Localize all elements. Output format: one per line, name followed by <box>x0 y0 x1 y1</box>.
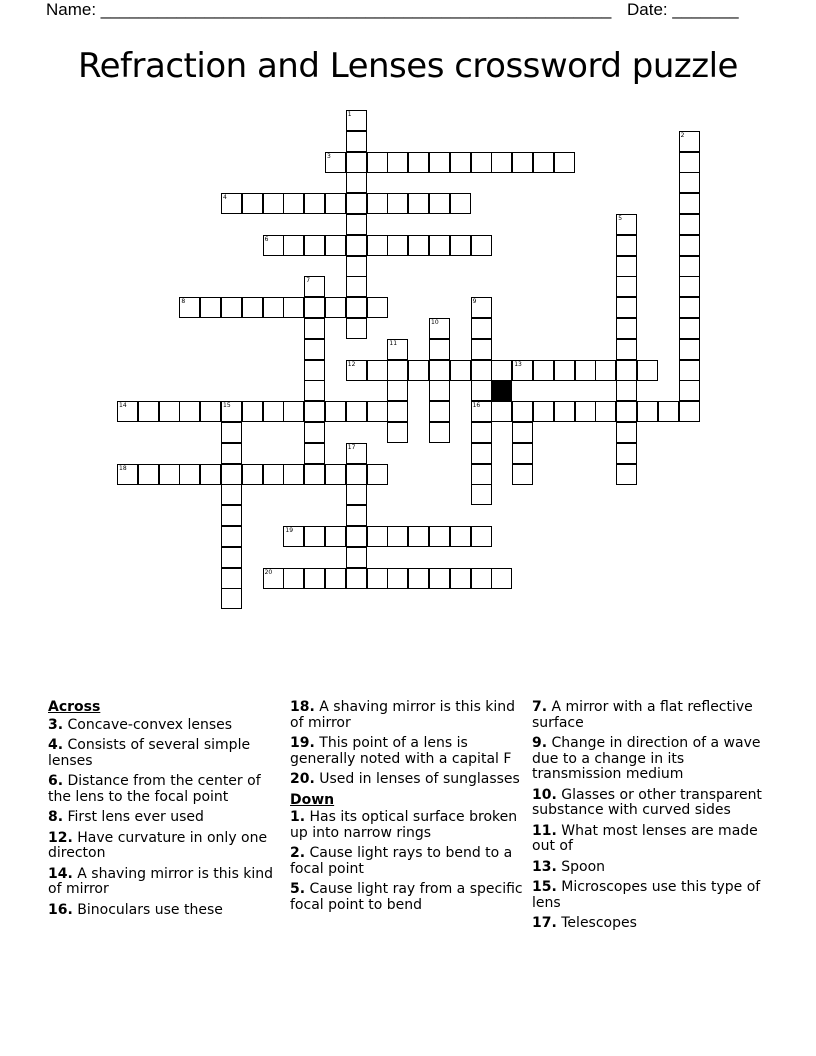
clue-text: Glasses or other transparent substance with curved sides <box>532 786 762 818</box>
grid-cell[interactable] <box>367 568 388 589</box>
grid-cell[interactable] <box>512 443 533 464</box>
clue-number-label: 4 <box>223 194 227 202</box>
grid-cell[interactable] <box>367 297 388 318</box>
grid-cell[interactable] <box>283 401 304 422</box>
grid-cell[interactable] <box>679 297 700 318</box>
grid-cell[interactable] <box>200 297 221 318</box>
grid-cell[interactable] <box>512 464 533 485</box>
clue-number: 13. <box>532 858 557 875</box>
grid-cell[interactable] <box>429 193 450 214</box>
grid-cell[interactable] <box>679 172 700 193</box>
clue-number: 5. <box>290 881 306 897</box>
grid-cell[interactable] <box>304 464 325 485</box>
grid-cell[interactable] <box>179 401 200 422</box>
grid-cell[interactable] <box>200 401 221 422</box>
clue-number-label: 7 <box>306 277 311 285</box>
grid-cell[interactable] <box>616 380 637 401</box>
grid-cell[interactable] <box>575 360 596 381</box>
clue-number-label: 17 <box>347 443 356 451</box>
clue-number: 10. <box>532 786 557 803</box>
grid-cell[interactable] <box>387 401 408 422</box>
clue-item <box>48 810 288 826</box>
clue-item <box>532 860 772 876</box>
clue-text: Cause light rays to bend to a focal point <box>290 845 513 877</box>
grid-cell[interactable] <box>346 214 367 235</box>
grid-cell[interactable] <box>138 401 159 422</box>
grid-cell[interactable] <box>346 443 367 464</box>
grid-cell[interactable] <box>283 297 304 318</box>
clue-number-label: 2 <box>680 131 685 139</box>
clue-text: Concave-convex lenses <box>63 716 233 733</box>
grid-cell[interactable] <box>263 193 284 214</box>
clue-number: 2. <box>290 845 306 861</box>
grid-cell[interactable] <box>471 318 492 339</box>
grid-cell[interactable] <box>679 214 700 235</box>
grid-cell[interactable] <box>471 422 492 443</box>
grid-cell[interactable] <box>471 484 492 505</box>
grid-cell[interactable] <box>616 464 637 485</box>
grid-cell[interactable] <box>387 568 408 589</box>
clue-number-label: 20 <box>264 568 273 576</box>
date-field[interactable]: Date: _______ <box>627 0 739 19</box>
grid-cell[interactable] <box>346 401 367 422</box>
grid-cell[interactable] <box>616 276 637 297</box>
grid-cell[interactable] <box>471 443 492 464</box>
grid-cell[interactable] <box>429 318 450 339</box>
grid-cell[interactable] <box>325 568 346 589</box>
clue-number-label: 15 <box>223 402 231 410</box>
grid-cell[interactable] <box>221 505 242 526</box>
grid-cell[interactable] <box>679 152 700 173</box>
clue-item <box>290 846 530 877</box>
grid-cell[interactable] <box>491 152 512 173</box>
grid-cell[interactable] <box>304 568 325 589</box>
grid-cell[interactable] <box>512 422 533 443</box>
grid-cell[interactable] <box>221 526 242 547</box>
grid-cell[interactable] <box>117 401 138 422</box>
grid-cell[interactable] <box>616 360 637 381</box>
grid-cell[interactable] <box>471 339 492 360</box>
grid-cell[interactable] <box>159 464 180 485</box>
grid-cell[interactable] <box>346 193 367 214</box>
grid-cell[interactable] <box>408 193 429 214</box>
grid-cell[interactable] <box>346 131 367 152</box>
clue-number-label: 3 <box>327 152 331 160</box>
clue-item <box>48 774 288 805</box>
grid-cell[interactable] <box>616 318 637 339</box>
grid-cell[interactable] <box>637 360 658 381</box>
grid-cell[interactable] <box>346 276 367 297</box>
down-heading: Down <box>290 791 335 808</box>
grid-cell[interactable] <box>450 152 471 173</box>
clue-item <box>290 736 530 767</box>
grid-cell[interactable] <box>117 464 138 485</box>
grid-cell[interactable] <box>533 401 554 422</box>
grid-cell[interactable] <box>325 297 346 318</box>
grid-cell[interactable] <box>221 484 242 505</box>
grid-cell[interactable] <box>346 568 367 589</box>
grid-cell[interactable] <box>679 235 700 256</box>
grid-cell[interactable] <box>242 193 263 214</box>
grid-cell[interactable] <box>346 464 367 485</box>
grid-cell[interactable] <box>679 401 700 422</box>
grid-cell[interactable] <box>595 401 616 422</box>
grid-cell[interactable] <box>387 235 408 256</box>
grid-cell[interactable] <box>679 360 700 381</box>
clue-text: First lens ever used <box>63 809 204 825</box>
grid-cell[interactable] <box>325 152 346 173</box>
grid-cell[interactable] <box>346 172 367 193</box>
grid-cell[interactable] <box>450 193 471 214</box>
clue-item <box>290 810 530 841</box>
grid-cell[interactable] <box>429 422 450 443</box>
clue-text: This point of a lens is generally noted with a capital F <box>290 735 512 767</box>
clue-number-label: 10 <box>431 319 439 326</box>
grid-cell[interactable] <box>387 360 408 381</box>
clue-text: A shaving mirror is this kind of mirror <box>48 865 274 897</box>
clue-number-label: 13 <box>514 360 522 368</box>
grid-cell[interactable] <box>679 193 700 214</box>
grid-cell[interactable] <box>554 360 575 381</box>
grid-cell[interactable] <box>429 380 450 401</box>
grid-cell[interactable] <box>367 401 388 422</box>
clue-number-label: 11 <box>389 339 398 347</box>
grid-cell[interactable] <box>450 526 471 547</box>
grid-cell[interactable] <box>221 547 242 568</box>
grid-cell[interactable] <box>471 526 492 547</box>
grid-cell[interactable] <box>429 360 450 381</box>
grid-cell[interactable] <box>346 152 367 173</box>
grid-cell[interactable] <box>263 568 284 589</box>
grid-cell[interactable] <box>283 568 304 589</box>
grid-cell[interactable] <box>616 422 637 443</box>
clue-item <box>532 788 772 819</box>
down-clue-list-continued <box>532 700 772 932</box>
grid-cell[interactable] <box>325 526 346 547</box>
clue-text: Spoon <box>556 858 606 875</box>
grid-cell[interactable] <box>325 464 346 485</box>
grid-cell[interactable] <box>679 256 700 277</box>
clue-text: Change in direction of a wave due to a change in its transmission medium <box>532 735 761 782</box>
grid-cell[interactable] <box>367 464 388 485</box>
grid-cell[interactable] <box>242 297 263 318</box>
grid-cell[interactable] <box>554 152 575 173</box>
clue-text: Has its optical surface broken up into narrow rings <box>290 809 518 841</box>
grid-cell[interactable] <box>471 401 492 422</box>
across-clue-list <box>48 718 288 919</box>
grid-cell[interactable] <box>346 547 367 568</box>
grid-cell[interactable] <box>387 422 408 443</box>
grid-cell[interactable] <box>450 235 471 256</box>
grid-cell[interactable] <box>221 443 242 464</box>
grid-cell[interactable] <box>512 152 533 173</box>
grid-cell[interactable] <box>346 256 367 277</box>
grid-cell[interactable] <box>221 568 242 589</box>
grid-cell[interactable] <box>679 318 700 339</box>
grid-cell[interactable] <box>283 193 304 214</box>
clue-item <box>532 700 772 731</box>
clues-column-2 <box>290 700 530 918</box>
across-clue-list-continued <box>290 700 530 788</box>
grid-cell[interactable] <box>408 235 429 256</box>
grid-cell[interactable] <box>304 339 325 360</box>
grid-cell[interactable] <box>304 193 325 214</box>
clue-number-label: 19 <box>285 527 294 534</box>
grid-cell[interactable] <box>429 568 450 589</box>
grid-cell[interactable] <box>616 443 637 464</box>
grid-cell[interactable] <box>637 401 658 422</box>
grid-cell[interactable] <box>387 152 408 173</box>
clue-number: 16. <box>48 901 73 918</box>
grid-cell[interactable] <box>471 360 492 381</box>
grid-cell[interactable] <box>221 297 242 318</box>
clue-number-label: 12 <box>347 360 356 368</box>
name-field[interactable]: Name: ______________________________________________________ <box>46 0 612 19</box>
clue-text: Microscopes use this type of lens <box>532 879 761 911</box>
clue-number: 15. <box>532 879 557 895</box>
grid-cell[interactable] <box>491 401 512 422</box>
grid-cell[interactable] <box>491 568 512 589</box>
clue-number-label: 5 <box>618 215 623 222</box>
grid-cell[interactable] <box>179 464 200 485</box>
grid-cell[interactable] <box>242 464 263 485</box>
grid-cell[interactable] <box>616 214 637 235</box>
clue-number: 6. <box>48 773 64 789</box>
grid-cell[interactable] <box>533 152 554 173</box>
clue-number-label: 6 <box>264 235 269 243</box>
clue-number: 8. <box>48 809 64 825</box>
clue-number-label: 16 <box>472 402 481 410</box>
grid-cell[interactable] <box>179 297 200 318</box>
grid-cell[interactable] <box>408 568 429 589</box>
grid-cell[interactable] <box>367 193 388 214</box>
clue-item <box>290 700 530 731</box>
grid-cell[interactable] <box>346 484 367 505</box>
clue-item <box>48 867 288 898</box>
grid-cell[interactable] <box>283 235 304 256</box>
grid-cell[interactable] <box>616 339 637 360</box>
clue-text: Cause light ray from a specific focal point to bend <box>290 881 523 913</box>
clue-number-label: 8 <box>181 298 186 306</box>
grid-cell[interactable] <box>221 401 242 422</box>
clue-number: 9. <box>532 735 548 751</box>
grid-cell[interactable] <box>346 360 367 381</box>
grid-cell[interactable] <box>346 318 367 339</box>
grid-cell[interactable] <box>138 464 159 485</box>
clue-number: 17. <box>532 915 557 931</box>
grid-cell[interactable] <box>325 235 346 256</box>
clue-number-label: 18 <box>119 464 127 472</box>
grid-cell[interactable] <box>408 360 429 381</box>
grid-cell[interactable] <box>471 380 492 401</box>
clue-item <box>532 736 772 783</box>
grid-cell[interactable] <box>471 464 492 485</box>
grid-cell[interactable] <box>471 568 492 589</box>
grid-cell[interactable] <box>346 297 367 318</box>
grid-cell[interactable] <box>679 380 700 401</box>
across-heading: Across <box>48 699 101 715</box>
clue-number: 19. <box>290 735 315 751</box>
grid-cell[interactable] <box>616 235 637 256</box>
grid-cell[interactable] <box>304 380 325 401</box>
grid-cell[interactable] <box>679 131 700 152</box>
grid-cell[interactable] <box>346 526 367 547</box>
clue-text: Binoculars use these <box>72 901 223 918</box>
grid-cell[interactable] <box>325 193 346 214</box>
grid-cell[interactable] <box>512 401 533 422</box>
clue-number: 7. <box>532 699 548 715</box>
grid-cell[interactable] <box>283 526 304 547</box>
grid-cell[interactable] <box>304 526 325 547</box>
grid-cell[interactable] <box>387 339 408 360</box>
clue-number: 12. <box>48 829 73 846</box>
grid-cell[interactable] <box>283 464 304 485</box>
clue-number: 3. <box>48 716 64 733</box>
grid-cell[interactable] <box>263 464 284 485</box>
grid-cell[interactable] <box>304 318 325 339</box>
grid-cell[interactable] <box>450 360 471 381</box>
grid-cell[interactable] <box>408 152 429 173</box>
down-clue-list <box>290 810 530 913</box>
clue-item <box>48 738 288 769</box>
grid-cell[interactable] <box>221 193 242 214</box>
grid-cell[interactable] <box>367 526 388 547</box>
grid-cell[interactable] <box>595 360 616 381</box>
clue-text: Distance from the center of the lens to the focal point <box>48 773 261 805</box>
blocked-cell <box>491 380 512 401</box>
grid-cell[interactable] <box>429 339 450 360</box>
clue-number: 4. <box>48 737 64 753</box>
grid-cell[interactable] <box>304 401 325 422</box>
clue-text: Used in lenses of sunglasses <box>314 771 520 787</box>
grid-cell[interactable] <box>242 401 263 422</box>
grid-cell[interactable] <box>450 568 471 589</box>
grid-cell[interactable] <box>429 235 450 256</box>
grid-cell[interactable] <box>367 360 388 381</box>
grid-cell[interactable] <box>429 152 450 173</box>
grid-cell[interactable] <box>491 360 512 381</box>
grid-cell[interactable] <box>221 422 242 443</box>
grid-cell[interactable] <box>200 464 221 485</box>
grid-cell[interactable] <box>387 193 408 214</box>
grid-cell[interactable] <box>471 152 492 173</box>
grid-cell[interactable] <box>263 401 284 422</box>
grid-cell[interactable] <box>304 235 325 256</box>
grid-cell[interactable] <box>263 297 284 318</box>
clues-column-1 <box>48 700 288 923</box>
grid-cell[interactable] <box>471 297 492 318</box>
clues-column-3 <box>532 700 772 937</box>
grid-cell[interactable] <box>159 401 180 422</box>
clue-number: 14. <box>48 865 73 882</box>
grid-cell[interactable] <box>429 526 450 547</box>
clue-text: A shaving mirror is this kind of mirror <box>290 699 516 731</box>
grid-cell[interactable] <box>679 339 700 360</box>
grid-cell[interactable] <box>616 256 637 277</box>
grid-cell[interactable] <box>304 360 325 381</box>
clue-number-label: 9 <box>472 298 477 306</box>
grid-cell[interactable] <box>658 401 679 422</box>
grid-cell[interactable] <box>408 526 429 547</box>
grid-cell[interactable] <box>221 464 242 485</box>
clue-text: Have curvature in only one directon <box>48 829 268 861</box>
clue-text: A mirror with a flat reflective surface <box>532 699 753 731</box>
clue-item <box>532 916 772 932</box>
grid-cell[interactable] <box>346 505 367 526</box>
grid-cell[interactable] <box>471 235 492 256</box>
clue-item <box>532 880 772 911</box>
clue-item <box>48 903 288 919</box>
grid-cell[interactable] <box>575 401 596 422</box>
grid-cell[interactable] <box>221 588 242 609</box>
grid-cell[interactable] <box>387 526 408 547</box>
clue-number: 1. <box>290 809 306 825</box>
grid-cell[interactable] <box>367 152 388 173</box>
grid-cell[interactable] <box>679 276 700 297</box>
clue-number: 11. <box>532 822 557 839</box>
clue-text: Consists of several simple lenses <box>48 737 251 769</box>
clue-text: Telescopes <box>556 915 637 931</box>
grid-cell[interactable] <box>616 297 637 318</box>
grid-cell[interactable] <box>512 360 533 381</box>
grid-cell[interactable] <box>325 401 346 422</box>
clue-item <box>48 718 288 734</box>
grid-cell[interactable] <box>304 297 325 318</box>
grid-cell[interactable] <box>616 401 637 422</box>
grid-cell[interactable] <box>304 276 325 297</box>
clue-text: What most lenses are made out of <box>532 822 758 854</box>
clue-item <box>48 831 288 862</box>
clue-item <box>532 824 772 855</box>
grid-cell[interactable] <box>367 235 388 256</box>
grid-cell[interactable] <box>554 401 575 422</box>
grid-cell[interactable] <box>304 422 325 443</box>
grid-cell[interactable] <box>346 235 367 256</box>
clue-number-label: 14 <box>119 402 127 410</box>
grid-cell[interactable] <box>533 360 554 381</box>
grid-cell[interactable] <box>429 401 450 422</box>
grid-cell[interactable] <box>387 380 408 401</box>
clue-item <box>290 772 530 788</box>
clue-number-label: 1 <box>347 111 352 118</box>
grid-cell[interactable] <box>304 443 325 464</box>
page-title: Refraction and Lenses crossword puzzle <box>78 46 738 86</box>
grid-cell[interactable] <box>263 235 284 256</box>
clue-item <box>290 882 530 913</box>
clue-number: 20. <box>290 771 315 787</box>
clue-number: 18. <box>290 699 315 715</box>
grid-cell[interactable] <box>346 110 367 131</box>
